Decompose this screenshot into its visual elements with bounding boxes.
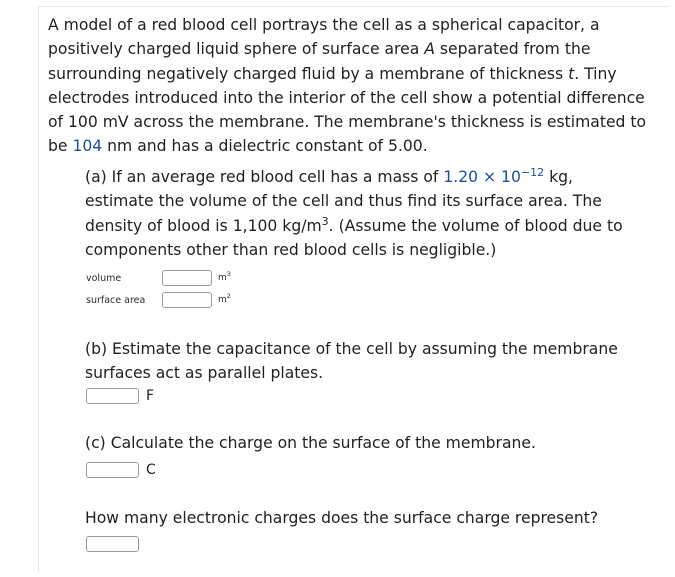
surface-area-answer-row [86, 290, 231, 310]
volume-unit-base: m [218, 273, 227, 283]
intro-line-6: be [48, 137, 73, 156]
intro-line-6-end: nm and has a dielectric constant of 5.00. [102, 137, 428, 156]
density-exponent: 3 [321, 214, 329, 228]
charge-unit: C [146, 462, 156, 478]
part-a-line-3: density of blood is 1,100 kg/m [85, 216, 322, 235]
surface-area-unit [218, 292, 231, 305]
intro-line-2-end: separated from the [434, 40, 591, 59]
electron-count-answer-row [86, 535, 139, 553]
intro-line-3: surrounding negatively charged fluid by a membrane of thickness [48, 64, 569, 83]
part-a-line-4: components other than red blood cells is negligible.) [85, 240, 497, 259]
mass-exponent: −12 [520, 166, 545, 179]
charge-input[interactable] [86, 462, 139, 478]
part-a-question [85, 165, 655, 262]
intro-line-4: electrodes introduced into the interior of the cell show a potential difference [48, 88, 645, 107]
volume-unit-exponent: 3 [226, 270, 231, 278]
part-a-line-1: (a) If an average red blood cell has a mass of [85, 168, 444, 186]
charge-answer-row [86, 461, 156, 479]
part-c-line-1: (c) Calculate the charge on the surface of the membrane. [85, 434, 536, 452]
volume-answer-row [86, 268, 231, 288]
part-c-question [85, 431, 655, 455]
part-d-question [85, 506, 655, 530]
problem-statement [48, 13, 663, 159]
mass-mantissa: 1.20 × 10 [443, 168, 521, 186]
volume-unit [218, 270, 231, 283]
variable-t: t [568, 64, 575, 83]
surface-area-label: surface area [86, 294, 146, 306]
thickness-value: 104 [72, 137, 103, 156]
intro-line-1: A model of a red blood cell portrays the cell as a spherical capacitor, a [48, 16, 600, 34]
surface-area-unit-exponent: 2 [226, 292, 231, 300]
surface-area-unit-base: m [218, 295, 227, 305]
intro-line-3-end: . Tiny [574, 64, 617, 83]
part-d-line-1: How many electronic charges does the surface charge represent? [85, 509, 599, 527]
part-a-line-3-end: . (Assume the volume of blood due to [328, 216, 623, 235]
capacitance-answer-row [86, 387, 154, 405]
surface-area-input[interactable] [162, 292, 212, 308]
capacitance-input[interactable] [86, 388, 139, 404]
part-b-line-1: (b) Estimate the capacitance of the cell by assuming the membrane [85, 340, 618, 358]
electron-count-input[interactable] [86, 536, 139, 552]
intro-line-5: of 100 mV across the membrane. The membrane's thickness is estimated to [48, 113, 647, 132]
part-a-line-2: estimate the volume of the cell and thus find its surface area. The [85, 192, 602, 211]
part-b-question [85, 337, 655, 386]
intro-line-2: positively charged liquid sphere of surface area [48, 40, 425, 59]
variable-A: A [424, 40, 435, 59]
part-b-line-2: surfaces act as parallel plates. [85, 364, 324, 383]
volume-input[interactable] [162, 270, 212, 286]
mass-value [443, 168, 544, 186]
capacitance-unit: F [146, 388, 155, 404]
volume-label: volume [86, 272, 122, 284]
part-a-line-1-end: kg, [544, 168, 573, 186]
